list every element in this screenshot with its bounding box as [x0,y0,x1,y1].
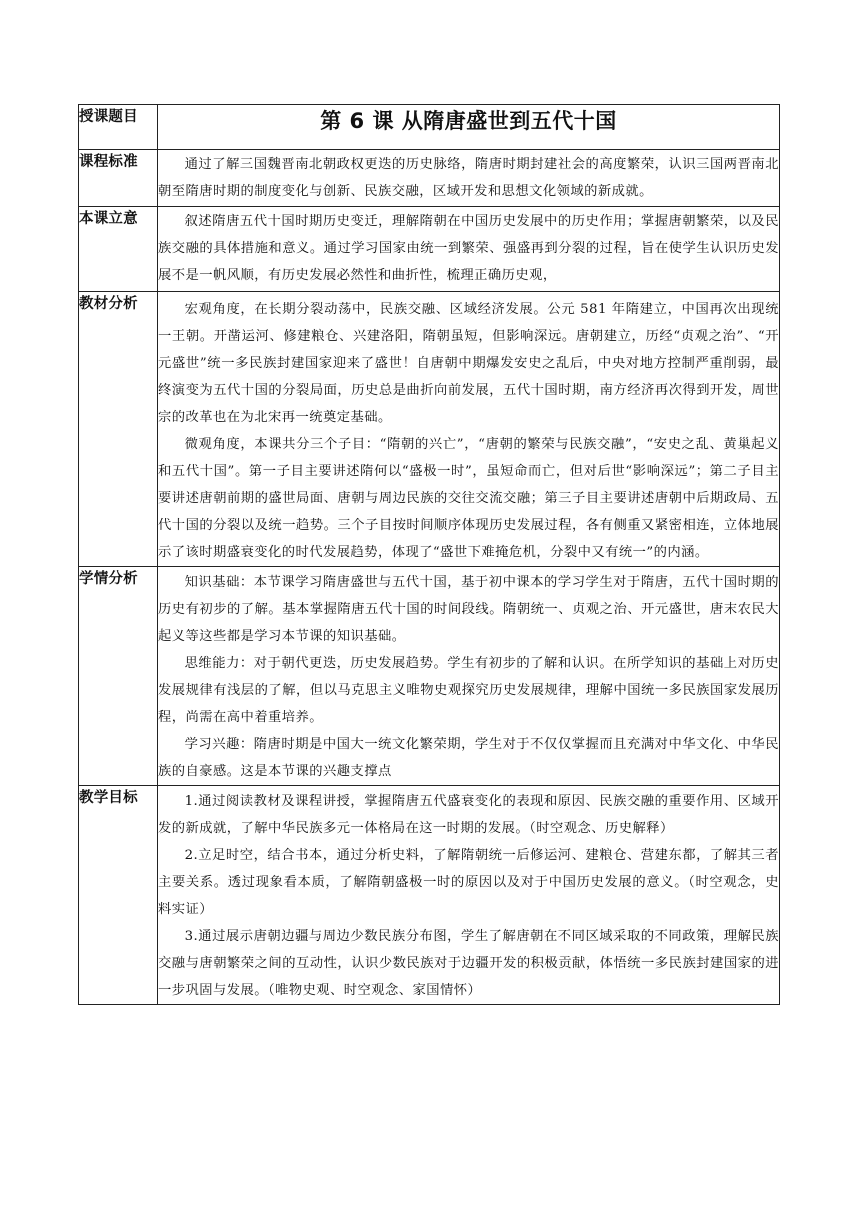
row-lesson-intent [79,207,780,292]
row-label: 课程标准 [79,150,158,207]
paragraph: 通过了解三国魏晋南北朝政权更迭的历史脉络，隋唐时期封建社会的高度繁荣，认识三国两晋南北朝至隋唐时期的制度变化与创新、民族交融，区域开发和思想文化领域的新成就。 [158,157,779,199]
row-label: 学情分析 [79,567,158,786]
row-label: 教材分析 [79,292,158,567]
paragraph: 1.通过阅读教材及课程讲授，掌握隋唐五代盛衰变化的表现和原因、民族交融的重要作用、区域开发的新成就，了解中华民族多元一体格局在这一时期的发展。（时空观念、历史解释） [158,794,779,836]
lesson-plan-table [78,104,780,1005]
row-content [158,150,780,207]
paragraph: 微观角度，本课共分三个子目：“隋朝的兴亡”，“唐朝的繁荣与民族交融”，“安史之乱、黄巢起义和五代十国”。第一子目主要讲述隋何以“盛极一时”，虽短命而亡，但对后世“影响深远”；第二子目主要讲述唐朝前期的盛世局面、唐朝与周边民族的交往交流交融；第三子目主要讲述唐朝中后期政局、五代十国的分裂以及统一趋势。三个子目按时间顺序体现历史发展过程，各有侧重又紧密相连，立体地展示了该时期盛衰变化的时代发展趋势，体现了“盛世下难掩危机，分裂中又有统一”的内涵。 [158,437,779,560]
title-row [79,105,780,150]
paragraph: 叙述隋唐五代十国时期历史变迁，理解隋朝在中国历史发展中的历史作用；掌握唐朝繁荣，以及民族交融的具体措施和意义。通过学习国家由统一到繁荣、强盛再到分裂的过程，旨在使学生认识历史发展不是一帆风顺，有历史发展必然性和曲折性，梳理正确历史观， [158,214,779,283]
row-curriculum-standard [79,150,780,207]
paragraph: 宏观角度，在长期分裂动荡中，民族交融、区域经济发展。公元 581 年隋建立，中国再次出现统一王朝。开凿运河、修建粮仓、兴建洛阳，隋朝虽短，但影响深远。唐朝建立，历经“贞观之治”、“开元盛世”统一多民族封建国家迎来了盛世！自唐朝中期爆发安史之乱后，中央对地方控制严重削弱，最终演变为五代十国的分裂局面，历史总是曲折向前发展，五代十国时期，南方经济再次得到开发，周世宗的改革也在为北宋再一统奠定基础。 [158,302,779,425]
row-teaching-goals [79,786,780,1005]
lesson-title: 第 6 课 从隋唐盛世到五代十国 [158,105,780,150]
paragraph: 知识基础：本节课学习隋唐盛世与五代十国，基于初中课本的学习学生对于隋唐，五代十国时期的历史有初步的了解。基本掌握隋唐五代十国的时间段线。隋朝统一、贞观之治、开元盛世，唐末农民大起义等这些都是学习本节课的知识基础。 [158,575,779,644]
row-learner-analysis [79,567,780,786]
row-content [158,567,780,786]
title-label: 授课题目 [79,105,158,150]
row-content [158,207,780,292]
row-content [158,292,780,567]
row-textbook-analysis [79,292,780,567]
paragraph: 2.立足时空，结合书本，通过分析史料，了解隋朝统一后修运河、建粮仓、营建东都，了解其三者主要关系。透过现象看本质，了解隋朝盛极一时的原因以及对于中国历史发展的意义。（时空观念，史料实证） [158,848,779,917]
row-content [158,786,780,1005]
paragraph: 思维能力：对于朝代更迭，历史发展趋势。学生有初步的了解和认识。在所学知识的基础上对历史发展规律有浅层的了解，但以马克思主义唯物史观探究历史发展规律，理解中国统一多民族国家发展历程，尚需在高中着重培养。 [158,656,779,725]
row-label: 教学目标 [79,786,158,1005]
row-label: 本课立意 [79,207,158,292]
paragraph: 学习兴趣：隋唐时期是中国大一统文化繁荣期，学生对于不仅仅掌握而且充满对中华文化、中华民族的自豪感。这是本节课的兴趣支撑点 [158,737,779,779]
paragraph: 3.通过展示唐朝边疆与周边少数民族分布图，学生了解唐朝在不同区域采取的不同政策，理解民族交融与唐朝繁荣之间的互动性，认识少数民族对于边疆开发的积极贡献，体悟统一多民族封建国家的进一步巩固与发展。（唯物史观、时空观念、家国情怀） [158,929,779,998]
